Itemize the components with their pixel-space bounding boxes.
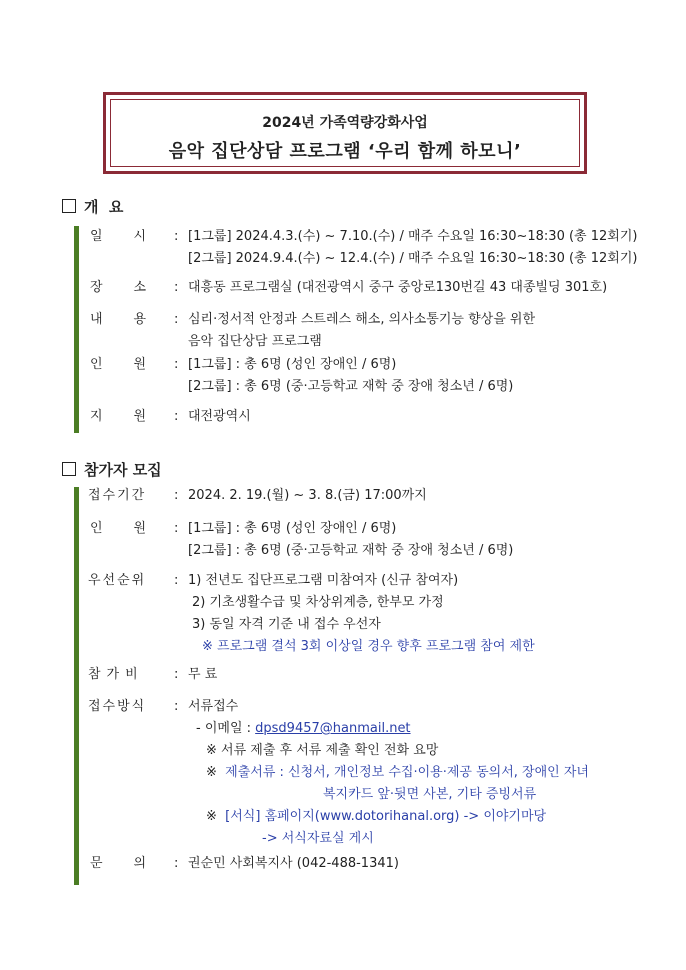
section-bar <box>74 487 79 885</box>
section-bar <box>74 226 79 433</box>
section-recruit-heading: 참가자 모집 <box>62 459 162 480</box>
checkbox-square-icon <box>62 462 76 476</box>
program-title: 음악 집단상담 프로그램 ‘우리 함께 하모니’ <box>168 141 522 162</box>
email-link[interactable]: dpsd9457@hanmail.net <box>255 721 411 736</box>
checkbox-square-icon <box>62 199 76 213</box>
priority-note: ※ 프로그램 결석 3회 이상일 경우 향후 프로그램 참여 제한 <box>202 639 535 654</box>
title-box <box>103 92 587 174</box>
program-subtitle: 2024년 가족역량강화사업 <box>262 115 428 131</box>
section-overview-heading: 개 요 <box>62 196 123 217</box>
